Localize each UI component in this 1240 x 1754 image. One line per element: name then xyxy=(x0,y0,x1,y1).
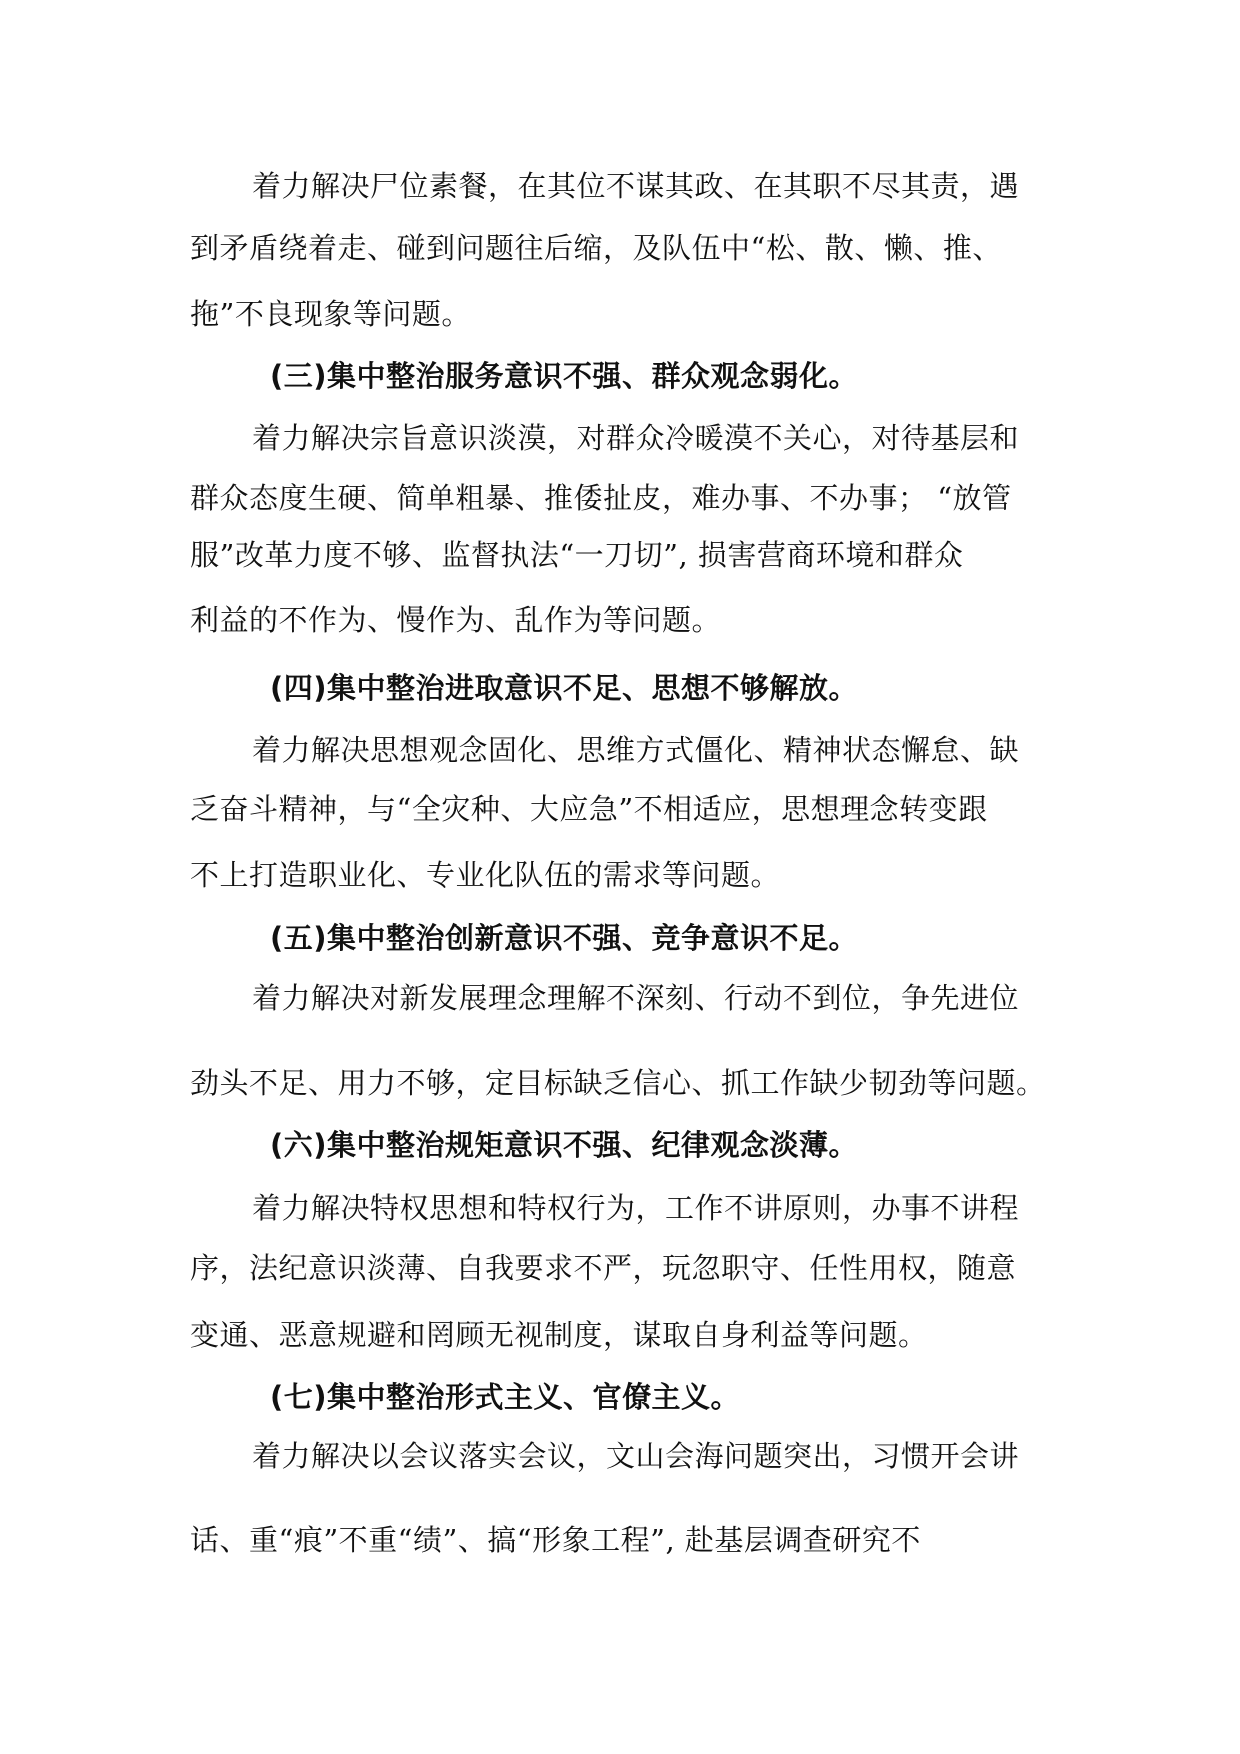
section-heading: (七)集中整治形式主义、官僚主义。 xyxy=(270,1380,741,1414)
paragraph-line: 不上打造职业化、专业化队伍的需求等问题。 xyxy=(190,858,781,892)
paragraph-line: 着力解决对新发展理念理解不深刻、行动不到位，争先进位 xyxy=(252,981,1020,1015)
paragraph-line: 群众态度生硬、简单粗暴、推倭扯皮，难办事、不办事； “放管 xyxy=(190,481,1012,515)
paragraph-line: 着力解决以会议落实会议，文山会海问题突出，习惯开会讲 xyxy=(252,1439,1020,1473)
paragraph-line: 着力解决特权思想和特权行为，工作不讲原则，办事不讲程 xyxy=(252,1191,1020,1225)
paragraph-line: 着力解决思想观念固化、思维方式僵化、精神状态懈怠、缺 xyxy=(252,733,1020,767)
paragraph-line: 利益的不作为、慢作为、乱作为等问题。 xyxy=(190,603,722,637)
paragraph-line: 服”改革力度不够、监督执法“一刀切”, 损害营商环境和群众 xyxy=(190,538,964,572)
paragraph-line: 话、重“痕”不重“绩”、搞“形象工程”, 赴基层调查研究不 xyxy=(190,1523,921,1557)
paragraph-line: 到矛盾绕着走、碰到问题往后缩，及队伍中“松、散、懒、推、 xyxy=(190,231,1002,265)
section-heading: (五)集中整治创新意识不强、竞争意识不足。 xyxy=(270,921,859,955)
paragraph-line: 乏奋斗精神，与“全灾种、大应急”不相适应，思想理念转变跟 xyxy=(190,792,988,826)
paragraph-line: 拖”不良现象等问题。 xyxy=(190,297,471,331)
paragraph-line: 变通、恶意规避和罔顾无视制度，谋取自身利益等问题。 xyxy=(190,1318,928,1352)
paragraph-line: 着力解决宗旨意识淡漠，对群众冷暖漠不关心，对待基层和 xyxy=(252,421,1020,455)
paragraph-line: 着力解决尸位素餐，在其位不谋其政、在其职不尽其责，遇 xyxy=(252,169,1020,203)
section-heading: (三)集中整治服务意识不强、群众观念弱化。 xyxy=(270,359,859,393)
paragraph-line: 序，法纪意识淡薄、自我要求不严，玩忽职守、任性用权，随意 xyxy=(190,1251,1017,1285)
section-heading: (六)集中整治规矩意识不强、纪律观念淡薄。 xyxy=(270,1128,859,1162)
section-heading: (四)集中整治进取意识不足、思想不够解放。 xyxy=(270,671,859,705)
paragraph-line: 劲头不足、用力不够，定目标缺乏信心、抓工作缺少韧劲等问题。 xyxy=(190,1066,1046,1100)
